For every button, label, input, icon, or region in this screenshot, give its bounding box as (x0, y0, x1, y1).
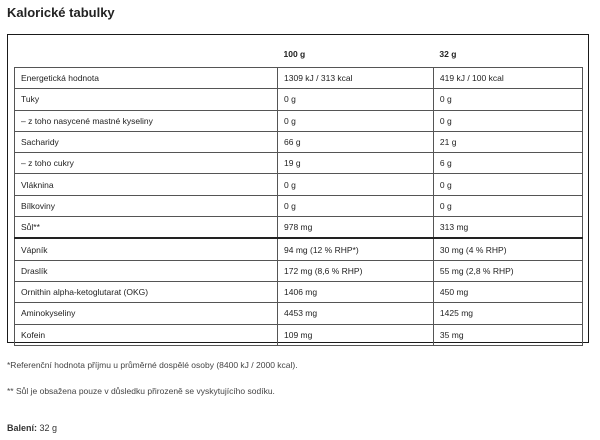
table-row (15, 324, 583, 345)
packaging-info (7, 423, 57, 433)
table-row (15, 68, 583, 89)
table-row (15, 281, 583, 302)
header-32g: 32 g (439, 49, 457, 59)
footnote-reference-intake: *Referenční hodnota příjmu u průměrné dospělé osoby (8400 kJ / 2000 kcal). (7, 360, 298, 370)
row-value-32g: 313 mg (433, 217, 582, 239)
nutrition-table-box (7, 34, 589, 343)
row-value-32g: 0 g (433, 174, 582, 195)
row-value-100g: 109 mg (278, 324, 434, 345)
row-label: Vláknina (15, 174, 278, 195)
row-value-32g: 30 mg (4 % RHP) (433, 238, 582, 260)
row-value-100g: 4453 mg (278, 303, 434, 324)
row-value-100g: 0 g (278, 195, 434, 216)
row-label: – z toho cukry (15, 153, 278, 174)
row-value-32g: 21 g (433, 131, 582, 152)
table-row (15, 89, 583, 110)
row-value-100g: 0 g (278, 89, 434, 110)
row-label: Aminokyseliny (15, 303, 278, 324)
row-label: Bílkoviny (15, 195, 278, 216)
row-value-32g: 0 g (433, 89, 582, 110)
row-label: – z toho nasycené mastné kyseliny (15, 110, 278, 131)
row-label: Kofein (15, 324, 278, 345)
row-label: Tuky (15, 89, 278, 110)
table-row (15, 174, 583, 195)
table-row (15, 195, 583, 216)
page-title: Kalorické tabulky (7, 5, 115, 20)
footnote-salt: ** Sůl je obsažena pouze v důsledku přirozeně se vyskytujícího sodíku. (7, 386, 275, 396)
row-value-100g: 94 mg (12 % RHP*) (278, 238, 434, 260)
row-value-100g: 1406 mg (278, 281, 434, 302)
row-label: Ornithin alpha-ketoglutarat (OKG) (15, 281, 278, 302)
table-header-row (15, 41, 583, 68)
table-row (15, 131, 583, 152)
nutrition-table (14, 41, 583, 346)
row-value-32g: 55 mg (2,8 % RHP) (433, 260, 582, 281)
header-100g: 100 g (283, 49, 306, 59)
packaging-label: Balení: (7, 423, 38, 433)
table-row (15, 303, 583, 324)
row-value-32g: 1425 mg (433, 303, 582, 324)
row-value-100g: 19 g (278, 153, 434, 174)
table-row (15, 153, 583, 174)
row-value-100g: 0 g (278, 174, 434, 195)
row-value-32g: 450 mg (433, 281, 582, 302)
row-value-32g: 419 kJ / 100 kcal (433, 68, 582, 89)
table-row (15, 217, 583, 239)
row-value-100g: 0 g (278, 110, 434, 131)
row-value-100g: 66 g (278, 131, 434, 152)
table-row (15, 238, 583, 260)
table-row (15, 110, 583, 131)
row-label: Sůl** (15, 217, 278, 239)
row-value-32g: 0 g (433, 110, 582, 131)
row-value-32g: 35 mg (433, 324, 582, 345)
row-value-100g: 978 mg (278, 217, 434, 239)
row-value-100g: 1309 kJ / 313 kcal (278, 68, 434, 89)
row-label: Energetická hodnota (15, 68, 278, 89)
packaging-value: 32 g (37, 423, 58, 433)
header-blank (15, 41, 278, 68)
row-value-100g: 172 mg (8,6 % RHP) (278, 260, 434, 281)
row-label: Vápník (15, 238, 278, 260)
row-value-32g: 0 g (433, 195, 582, 216)
row-label: Sacharidy (15, 131, 278, 152)
row-label: Draslík (15, 260, 278, 281)
table-row (15, 260, 583, 281)
row-value-32g: 6 g (433, 153, 582, 174)
